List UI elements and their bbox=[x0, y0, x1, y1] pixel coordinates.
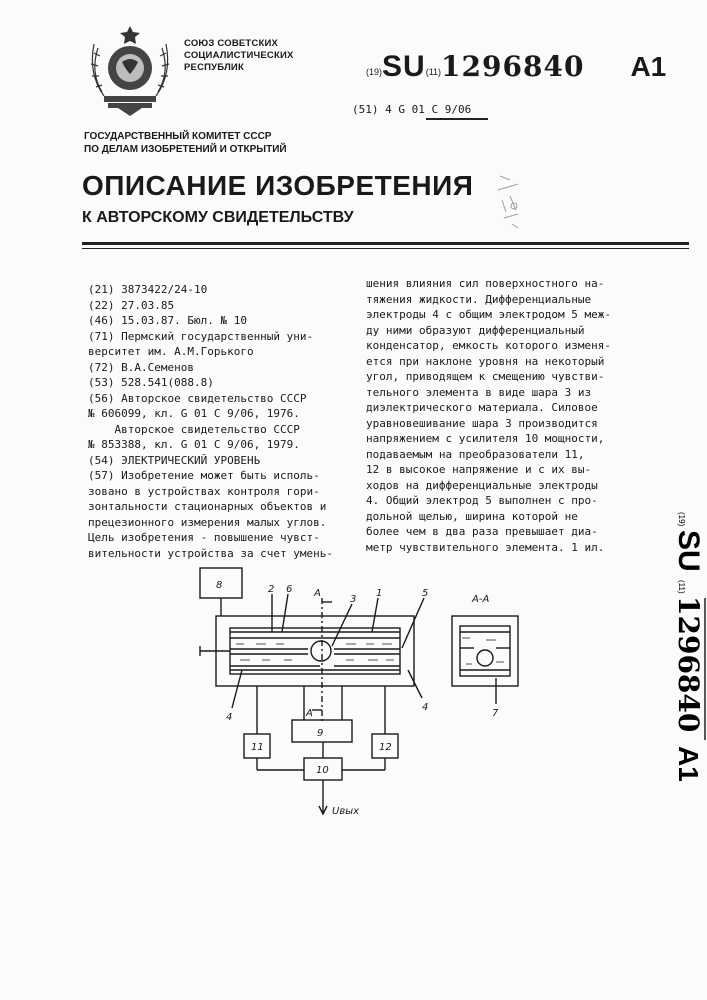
label-4-left: 4 bbox=[226, 712, 233, 723]
biblio-line: (21) 3873422/24-10 bbox=[88, 283, 208, 296]
abstract-column bbox=[366, 276, 640, 555]
biblio-line: верситет им. А.М.Горького bbox=[88, 345, 254, 358]
abstract-line: 12 в высокое напряжение и с их вы- bbox=[366, 463, 592, 476]
abstract-line: дольной щелью, ширина которой не bbox=[366, 509, 578, 523]
section-title: А-А bbox=[472, 594, 490, 605]
library-stamp-icon bbox=[492, 166, 532, 236]
biblio-line: вительности устройства за счет умень- bbox=[88, 546, 334, 560]
label-3: 3 bbox=[350, 594, 357, 605]
label-5: 5 bbox=[422, 588, 429, 599]
label-block-11: 11 bbox=[251, 742, 264, 753]
label-7: 7 bbox=[492, 708, 499, 719]
abstract-line: угол, приводящем к смещению чувстви- bbox=[366, 370, 605, 383]
biblio-line: прецезионного измерения малых углов. bbox=[88, 515, 327, 529]
biblio-line: (54) ЭЛЕКТРИЧЕСКИЙ УРОВЕНЬ bbox=[88, 453, 261, 467]
abstract-line: напряжением с усилителя 10 мощности, bbox=[366, 432, 605, 445]
abstract-line: электроды 4 с общим электродом 5 меж- bbox=[366, 308, 612, 321]
document-subtitle: К АВТОРСКОМУ СВИДЕТЕЛЬСТВУ bbox=[82, 209, 354, 226]
label-block-12: 12 bbox=[379, 742, 392, 753]
side-code11: (11) bbox=[677, 580, 686, 594]
abstract-line: диэлектрического материала. Силовое bbox=[366, 401, 598, 414]
label-a-top: A bbox=[314, 588, 321, 599]
abstract-line: более чем в два раза превышает диа- bbox=[366, 525, 598, 538]
organization-name: СОЮЗ СОВЕТСКИХ СОЦИАЛИСТИЧЕСКИХ РЕСПУБЛИК bbox=[184, 38, 294, 73]
abstract-line: ду ними образуют дифференциальный bbox=[366, 323, 585, 337]
biblio-line: Авторское свидетельство СССР bbox=[88, 422, 300, 436]
ipc-classification: (51) 4 G 01 C 9/06 bbox=[352, 103, 472, 116]
biblio-line: (56) Авторское свидетельство СССР bbox=[88, 391, 307, 405]
biblio-line: № 853388, кл. G 01 C 9/06, 1979. bbox=[88, 438, 300, 451]
abstract-line: ходов на дифференциальные электроды bbox=[366, 478, 598, 492]
biblio-line: (46) 15.03.87. Бюл. № 10 bbox=[88, 314, 247, 327]
biblio-line: зонтальности стационарных объектов и bbox=[88, 500, 327, 513]
soviet-emblem-icon bbox=[82, 22, 178, 118]
biblio-line: (53) 528.541(088.8) bbox=[88, 376, 214, 389]
side-patent-number bbox=[669, 510, 707, 800]
sensing-ball bbox=[311, 641, 331, 661]
label-6: 6 bbox=[286, 584, 293, 595]
biblio-line: (72) В.А.Семенов bbox=[88, 360, 194, 374]
abstract-line: конденсатор, емкость которого изменя- bbox=[366, 339, 612, 352]
label-output: Uвых bbox=[332, 806, 360, 817]
header-rule-thin bbox=[82, 248, 689, 249]
abstract-line: метр чувствительного элемента. 1 ил. bbox=[366, 540, 605, 554]
committee-name: ГОСУДАРСТВЕННЫЙ КОМИТЕТ СССР ПО ДЕЛАМ ИЗОБРЕТЕНИЙ И ОТКРЫТИЙ bbox=[84, 131, 287, 155]
housing bbox=[216, 616, 414, 686]
biblio-line: Цель изобретения - повышение чувст- bbox=[88, 531, 320, 544]
biblio-line: (22) 27.03.85 bbox=[88, 298, 175, 312]
biblio-line: зовано в устройствах контроля гори- bbox=[88, 484, 320, 498]
label-block-9: 9 bbox=[317, 728, 324, 739]
side-number: 1296840 bbox=[672, 596, 705, 733]
bibliographic-column bbox=[88, 282, 356, 561]
header-rule-thick bbox=[82, 242, 689, 245]
biblio-line: (71) Пермский государственный уни- bbox=[88, 329, 314, 343]
side-kind: A1 bbox=[673, 746, 704, 782]
biblio-line: (57) Изобретение может быть исполь- bbox=[88, 469, 320, 482]
ipc-underline bbox=[426, 118, 488, 120]
abstract-line: 4. Общий электрод 5 выполнен с про- bbox=[366, 494, 598, 507]
patent-number-header: (19)SU(11)1296840 A1 bbox=[366, 50, 667, 83]
label-a-bottom: A bbox=[306, 708, 313, 719]
biblio-line: № 606099, кл. G 01 C 9/06, 1976. bbox=[88, 407, 300, 420]
side-code19: (19) bbox=[677, 512, 686, 527]
side-country: SU bbox=[672, 530, 705, 572]
abstract-line: уравновешивание шара 3 производится bbox=[366, 416, 598, 430]
label-2: 2 bbox=[268, 584, 275, 595]
abstract-line: тяжения жидкости. Дифференциальные bbox=[366, 292, 592, 306]
device-diagram bbox=[196, 558, 526, 818]
abstract-line: шения влияния сил поверхностного на- bbox=[366, 277, 605, 290]
abstract-line: подаваемым на преобразователи 11, bbox=[366, 447, 585, 461]
label-block-8: 8 bbox=[216, 580, 223, 591]
abstract-line: тельного элемента в виде шара 3 из bbox=[366, 385, 592, 399]
abstract-line: ется при наклоне уровня на некоторый bbox=[366, 354, 605, 368]
label-block-10: 10 bbox=[316, 765, 329, 776]
label-1: 1 bbox=[376, 588, 383, 599]
label-4-right: 4 bbox=[422, 702, 429, 713]
document-title: ОПИСАНИЕ ИЗОБРЕТЕНИЯ bbox=[82, 170, 474, 201]
